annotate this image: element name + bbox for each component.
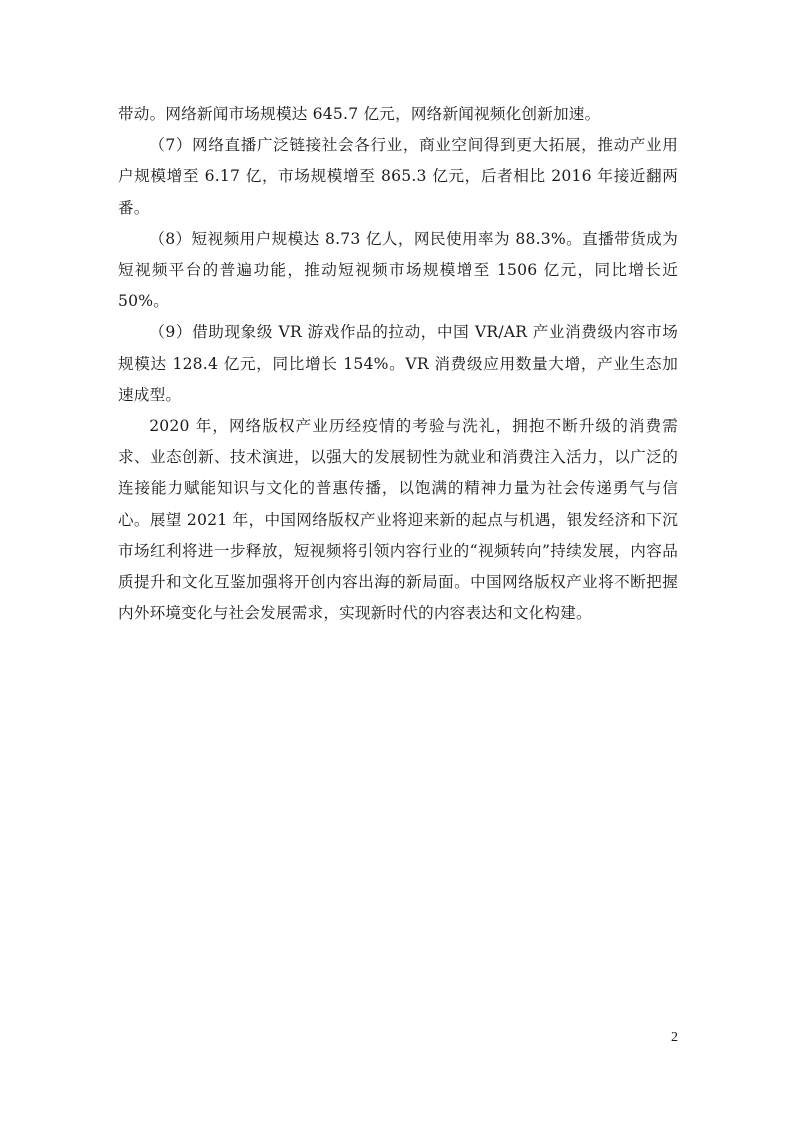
body-text (118, 99, 678, 629)
paragraph-summary: 2020 年，网络版权产业历经疫情的考验与洗礼，拥抱不断升级的消费需求、业态创新、技术演进，以强大的发展韧性为就业和消费注入活力，以广泛的连接能力赋能知识与文化的普惠传播，以饱满的精神力量为社会传递勇气与信心。展望 2021 年，中国网络版权产业将迎来新的起点与机遇，银发经济和下沉市场红利将进一步释放，短视频将引领内容行业的“视频转向”持续发展，内容品质提升和文化互鉴加强将开创内容出海的新局面。中国网络版权产业将不断把握内外环境变化与社会发展需求，实现新时代的内容表达和文化构建。 (118, 417, 678, 623)
paragraph-continuation: 带动。网络新闻市场规模达 645.7 亿元，网络新闻视频化创新加速。 (118, 105, 601, 123)
paragraph-item-8: （8）短视频用户规模达 8.73 亿人，网民使用率为 88.3%。直播带货成为短视频平台的普遍功能，推动短视频市场规模增至 1506 亿元，同比增长近 50%。 (118, 229, 678, 311)
page-number: 2 (671, 1030, 678, 1045)
paragraph-item-7: （7）网络直播广泛链接社会各行业，商业空间得到更大拓展，推动产业用户规模增至 6.17 亿，市场规模增至 865.3 亿元，后者相比 2016 年接近翻两番。 (118, 136, 678, 217)
paragraph-item-9: （9）借助现象级 VR 游戏作品的拉动，中国 VR/AR 产业消费级内容市场规模达 128.4 亿元，同比增长 154%。VR 消费级应用数量大增，产业生态加速成型。 (118, 323, 678, 404)
